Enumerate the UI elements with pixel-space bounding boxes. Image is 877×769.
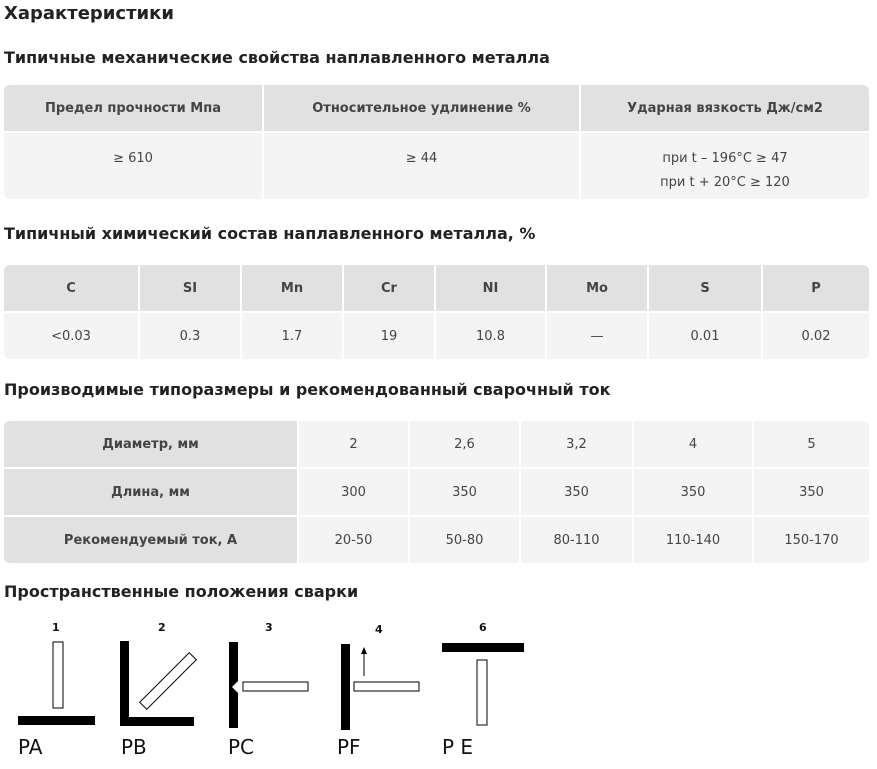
table-row <box>4 133 869 199</box>
cell: 2,6 <box>410 421 521 469</box>
position-number: 4 <box>375 623 383 636</box>
cell: 350 <box>410 469 521 517</box>
cell: 300 <box>299 469 410 517</box>
value-p: 0.02 <box>763 313 869 359</box>
value-ni: 10.8 <box>436 313 547 359</box>
table-row <box>4 469 869 517</box>
header-s: S <box>649 265 763 313</box>
position-label: P E <box>442 735 474 759</box>
header-strength: Предел прочности Мпа <box>4 85 264 133</box>
position-number: 2 <box>158 621 166 634</box>
value-mo: — <box>547 313 649 359</box>
table-row <box>4 313 869 359</box>
table-row <box>4 421 869 469</box>
value-elongation: ≥ 44 <box>264 133 581 199</box>
cell: 110-140 <box>634 517 754 563</box>
cell: 80-110 <box>521 517 634 563</box>
header-impact: Ударная вязкость Дж/см2 <box>581 85 869 133</box>
positions-heading: Пространственные положения сварки <box>4 582 359 601</box>
impact-line-1: при t – 196°С ≥ 47 <box>662 151 788 166</box>
position-label: PA <box>18 735 43 759</box>
welding-positions-diagram <box>0 610 560 769</box>
chem-table <box>4 265 869 359</box>
cell: 2 <box>299 421 410 469</box>
cell: 350 <box>754 469 869 517</box>
value-strength: ≥ 610 <box>4 133 264 199</box>
table-header-row <box>4 265 869 313</box>
value-si: 0.3 <box>140 313 242 359</box>
position-number: 6 <box>479 621 487 634</box>
header-elongation: Относительное удлинение % <box>264 85 581 133</box>
header-p: P <box>763 265 869 313</box>
row-label-diameter: Диаметр, мм <box>4 421 299 469</box>
position-label: PB <box>121 735 147 759</box>
arrow-up-icon <box>361 647 367 654</box>
position-pf-figure <box>337 623 419 759</box>
header-mn: Mn <box>242 265 344 313</box>
impact-line-2: при t + 20°С ≥ 120 <box>660 175 790 190</box>
mech-table <box>4 85 869 199</box>
header-cr: Cr <box>344 265 436 313</box>
value-impact <box>581 133 869 199</box>
position-number: 1 <box>52 621 60 634</box>
position-label: PC <box>228 735 255 759</box>
position-label: PF <box>337 735 361 759</box>
value-cr: 19 <box>344 313 436 359</box>
position-pb-figure <box>120 621 196 759</box>
cell: 350 <box>521 469 634 517</box>
value-s: 0.01 <box>649 313 763 359</box>
position-pc-figure <box>228 621 308 759</box>
table-header-row <box>4 85 869 133</box>
position-number: 3 <box>265 621 273 634</box>
row-label-current: Рекомендуемый ток, А <box>4 517 299 563</box>
header-si: SI <box>140 265 242 313</box>
sizes-table <box>4 421 869 563</box>
table-row <box>4 517 869 563</box>
value-mn: 1.7 <box>242 313 344 359</box>
header-c: C <box>4 265 140 313</box>
chem-heading: Типичный химический состав наплавленного металла, % <box>4 224 536 243</box>
cell: 20-50 <box>299 517 410 563</box>
row-label-length: Длина, мм <box>4 469 299 517</box>
mech-heading: Типичные механические свойства наплавленного металла <box>4 48 550 67</box>
value-c: <0.03 <box>4 313 140 359</box>
page-title: Характеристики <box>4 3 174 24</box>
sizes-heading: Производимые типоразмеры и рекомендованный сварочный ток <box>4 380 611 399</box>
header-mo: Mo <box>547 265 649 313</box>
cell: 5 <box>754 421 869 469</box>
cell: 150-170 <box>754 517 869 563</box>
position-pe-figure <box>442 621 524 759</box>
header-ni: NI <box>436 265 547 313</box>
position-pa-figure <box>18 621 95 759</box>
cell: 4 <box>634 421 754 469</box>
cell: 50-80 <box>410 517 521 563</box>
cell: 350 <box>634 469 754 517</box>
cell: 3,2 <box>521 421 634 469</box>
